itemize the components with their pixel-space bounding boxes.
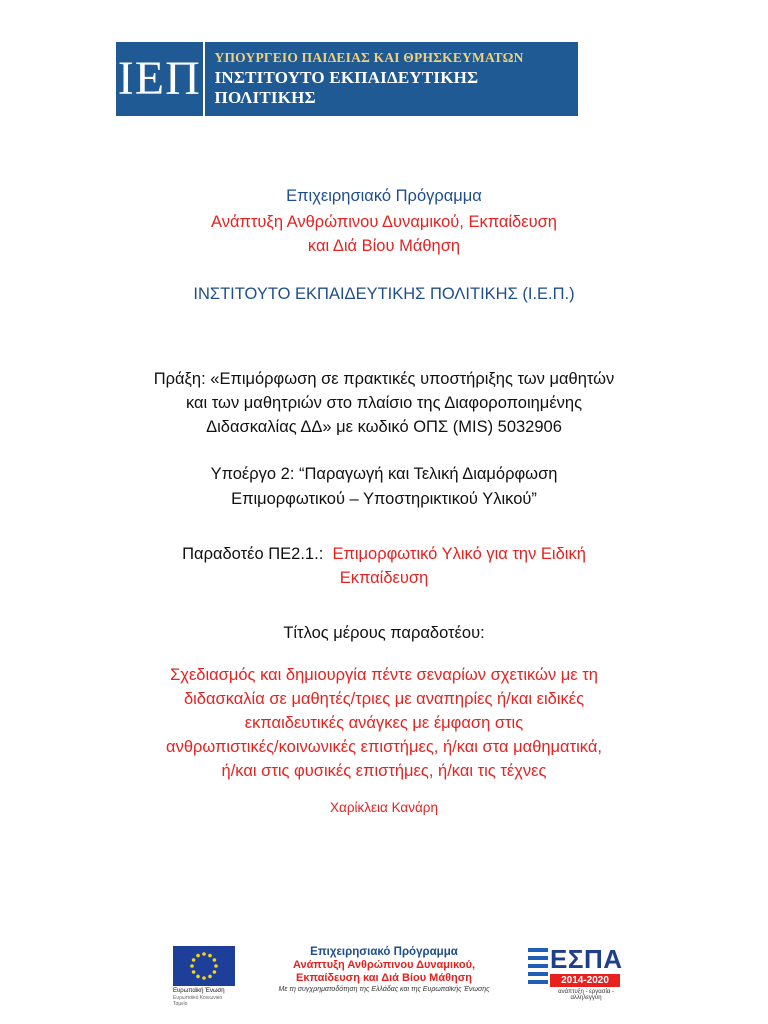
institute-name: ΙΝΣΤΙΤΟΥΤΟ ΕΚΠΑΙΔΕΥΤΙΚΗΣ ΠΟΛΙΤΙΚΗΣ [214,68,479,107]
ep-logo-sub2: Εκπαίδευση και Διά Βίου Μάθηση [295,972,473,984]
iep-logo-letters: ΙΕΠ [117,52,201,105]
header-text [205,50,578,108]
espa-slogan: ανάπτυξη - εργασία - αλληλεγγύη [558,989,614,1001]
part-title-line5: ή/και στις φυσικές επιστήμες, ή/και τις τέχνες [221,762,547,780]
program-label: Επιχειρησιακό Πρόγραμμα [286,187,482,205]
espa-logo [528,944,623,1001]
action-line2: και των μαθητριών στο πλαίσιο της Διαφοροποιημένης [185,394,583,412]
institute-full-title: ΙΝΣΤΙΤΟΥΤΟ ΕΚΠΑΙΔΕΥΤΙΚΗΣ ΠΟΛΙΤΙΚΗΣ (Ι.Ε.Π.) [193,285,575,303]
author-name: Χαρίκλεια Κανάρη [330,800,438,815]
ep-logo-note: Με τη συγχρηματοδότηση της Ελλάδας και της Ευρωπαϊκής Ένωσης [278,986,490,993]
eu-caption: Ευρωπαϊκή Ένωση [173,988,225,994]
deliverable-label: Παραδοτέο ΠΕ2.1.: [182,545,324,563]
espa-years: 2014-2020 [550,974,620,987]
greek-flag-icon [528,948,548,984]
part-title-line3: εκπαιδευτικές ανάγκες με έμφαση στις [244,714,524,732]
part-title-line1: Σχεδιασμός και δημιουργία πέντε σεναρίων σχετικών με τη [170,666,598,684]
ministry-name: ΥΠΟΥΡΓΕΙΟ ΠΑΙΔΕΙΑΣ ΚΑΙ ΘΡΗΣΚΕΥΜΑΤΩΝ [214,50,524,65]
program-name-line1: Ανάπτυξη Ανθρώπινου Δυναμικού, Εκπαίδευση [211,213,557,231]
ep-logo-title: Επιχειρησιακό Πρόγραμμα [310,946,458,958]
eu-flag-icon [173,946,235,986]
action-line3: Διδασκαλίας ΔΔ» με κωδικό ΟΠΣ (MIS) 5032906 [206,418,562,436]
deliverable-line1 [0,541,768,567]
footer-logos [0,944,768,1007]
ep-logo-sub1: Ανάπτυξη Ανθρώπινου Δυναμικού, [292,959,476,971]
ep-program-logo [256,946,512,995]
deliverable-title-part1: Επιμορφωτικό Υλικό για την Ειδική [332,545,586,563]
action-line1: Πράξη: «Επιμόρφωση σε πρακτικές υποστήριξης των μαθητών [153,370,615,388]
iep-header-banner [116,42,578,116]
subproject-line2: Επιμορφωτικού – Υποστηρικτικού Υλικού” [231,490,537,508]
iep-logo [116,42,205,116]
deliverable-title-part2: Εκπαίδευση [339,569,429,587]
program-name-line2: και Διά Βίου Μάθηση [307,237,461,255]
part-title-line2: διδασκαλία σε μαθητές/τριες με αναπηρίες ή/και ειδικές [183,690,585,708]
espa-word: ΕΣΠΑ [550,944,623,974]
part-title-line4: ανθρωπιστικές/κοινωνικές επιστήμες, ή/και στα μαθηματικά, [166,738,602,756]
eu-logo [173,946,235,1007]
eu-caption-fund: Ευρωπαϊκό Κοινωνικό Ταμείο [173,995,223,1007]
part-label: Τίτλος μέρους παραδοτέου: [283,624,485,642]
subproject-line1: Υποέργο 2: “Παραγωγή και Τελική Διαμόρφωση [210,465,558,483]
